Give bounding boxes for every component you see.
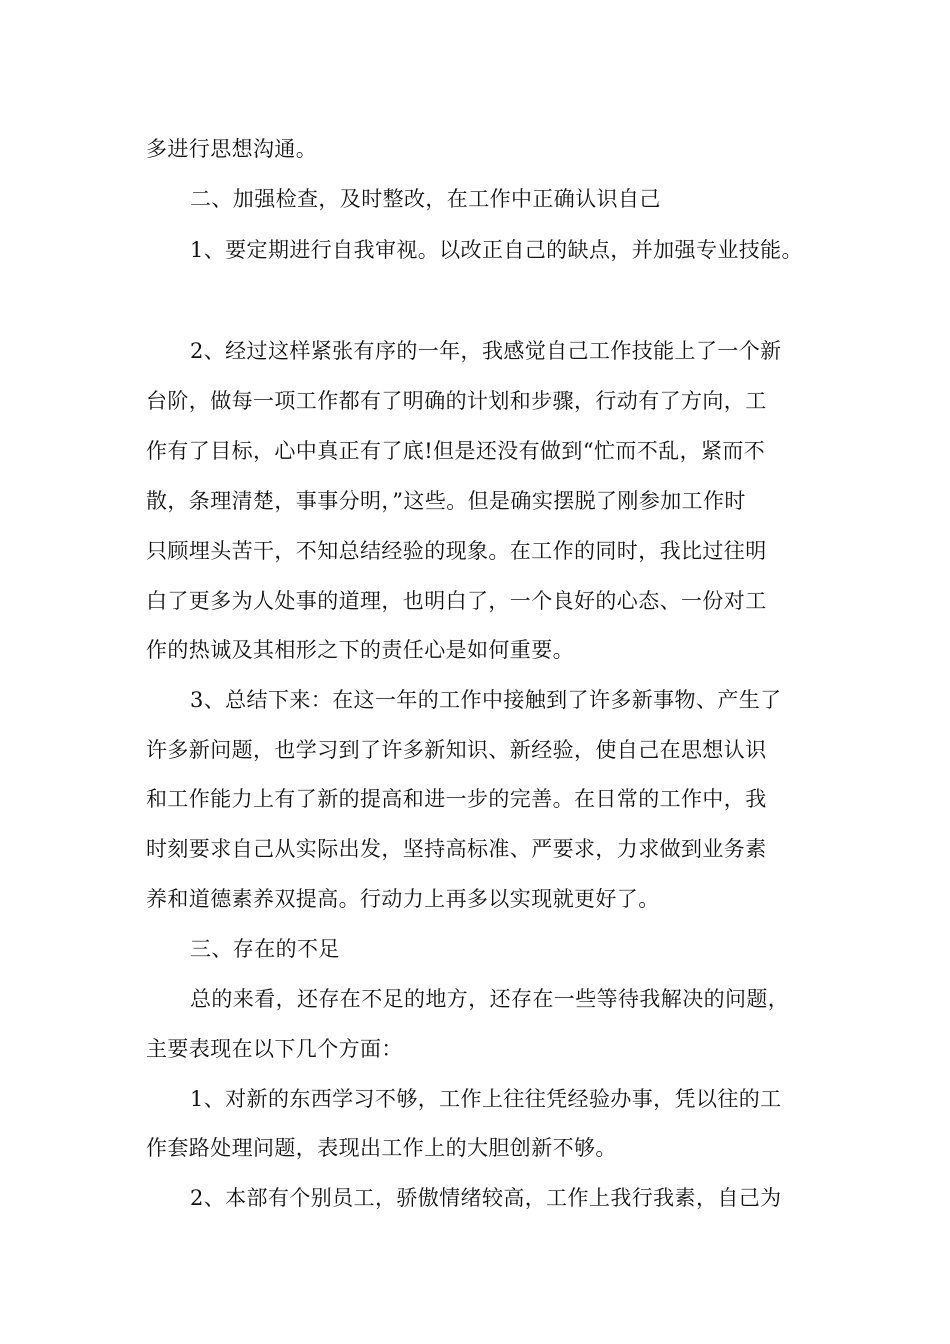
text-line: 白了更多为人处事的道理，也明白了，一个良好的心态、一份对工: [146, 589, 767, 613]
text-line: 主要表现在以下几个方面：: [146, 1037, 403, 1061]
text-line: 1、对新的东西学习不够，工作上往往凭经验办事，凭以往的工: [190, 1087, 782, 1111]
text-line: 时刻要求自己从实际出发，坚持高标准、严要求，力求做到业务素: [146, 837, 767, 861]
text-line: 散，条理清楚，事事分明，”这些。但是确实摆脱了刚参加工作时: [146, 489, 746, 513]
text-line: 台阶，做每一项工作都有了明确的计划和步骤，行动有了方向，工: [146, 389, 767, 413]
text-line: 总的来看，还存在不足的地方，还存在一些等待我解决的问题，: [190, 987, 790, 1011]
text-line: 养和道德素养双提高。行动力上再多以实现就更好了。: [146, 887, 660, 911]
text-line: 作套路处理问题，表现出工作上的大胆创新不够。: [146, 1136, 617, 1160]
text-line: 多进行思想沟通。: [146, 137, 318, 161]
section-heading: 三、存在的不足: [190, 937, 340, 961]
text-line: 作有了目标，心中真正有了底!但是还没有做到“忙而不乱，紧而不: [146, 439, 766, 463]
text-line: 2、本部有个别员工，骄傲情绪较高，工作上我行我素，自己为: [190, 1186, 782, 1210]
text-line: 作的热诚及其相形之下的责任心是如何重要。: [146, 638, 574, 662]
text-line: 许多新问题，也学习到了许多新知识、新经验，使自己在思想认识: [146, 738, 767, 762]
text-line: 3、总结下来：在这一年的工作中接触到了许多新事物、产生了: [190, 688, 782, 712]
text-line: 只顾埋头苦干，不知总结经验的现象。在工作的同时，我比过往明: [146, 539, 767, 563]
text-line: 1、要定期进行自我审视。以改正自己的缺点，并加强专业技能。: [190, 238, 803, 262]
text-line: 和工作能力上有了新的提高和进一步的完善。在日常的工作中，我: [146, 787, 767, 811]
text-line: 2、经过这样紧张有序的一年，我感觉自己工作技能上了一个新: [190, 339, 782, 363]
section-heading: 二、加强检查，及时整改，在工作中正确认识自己: [190, 187, 661, 211]
